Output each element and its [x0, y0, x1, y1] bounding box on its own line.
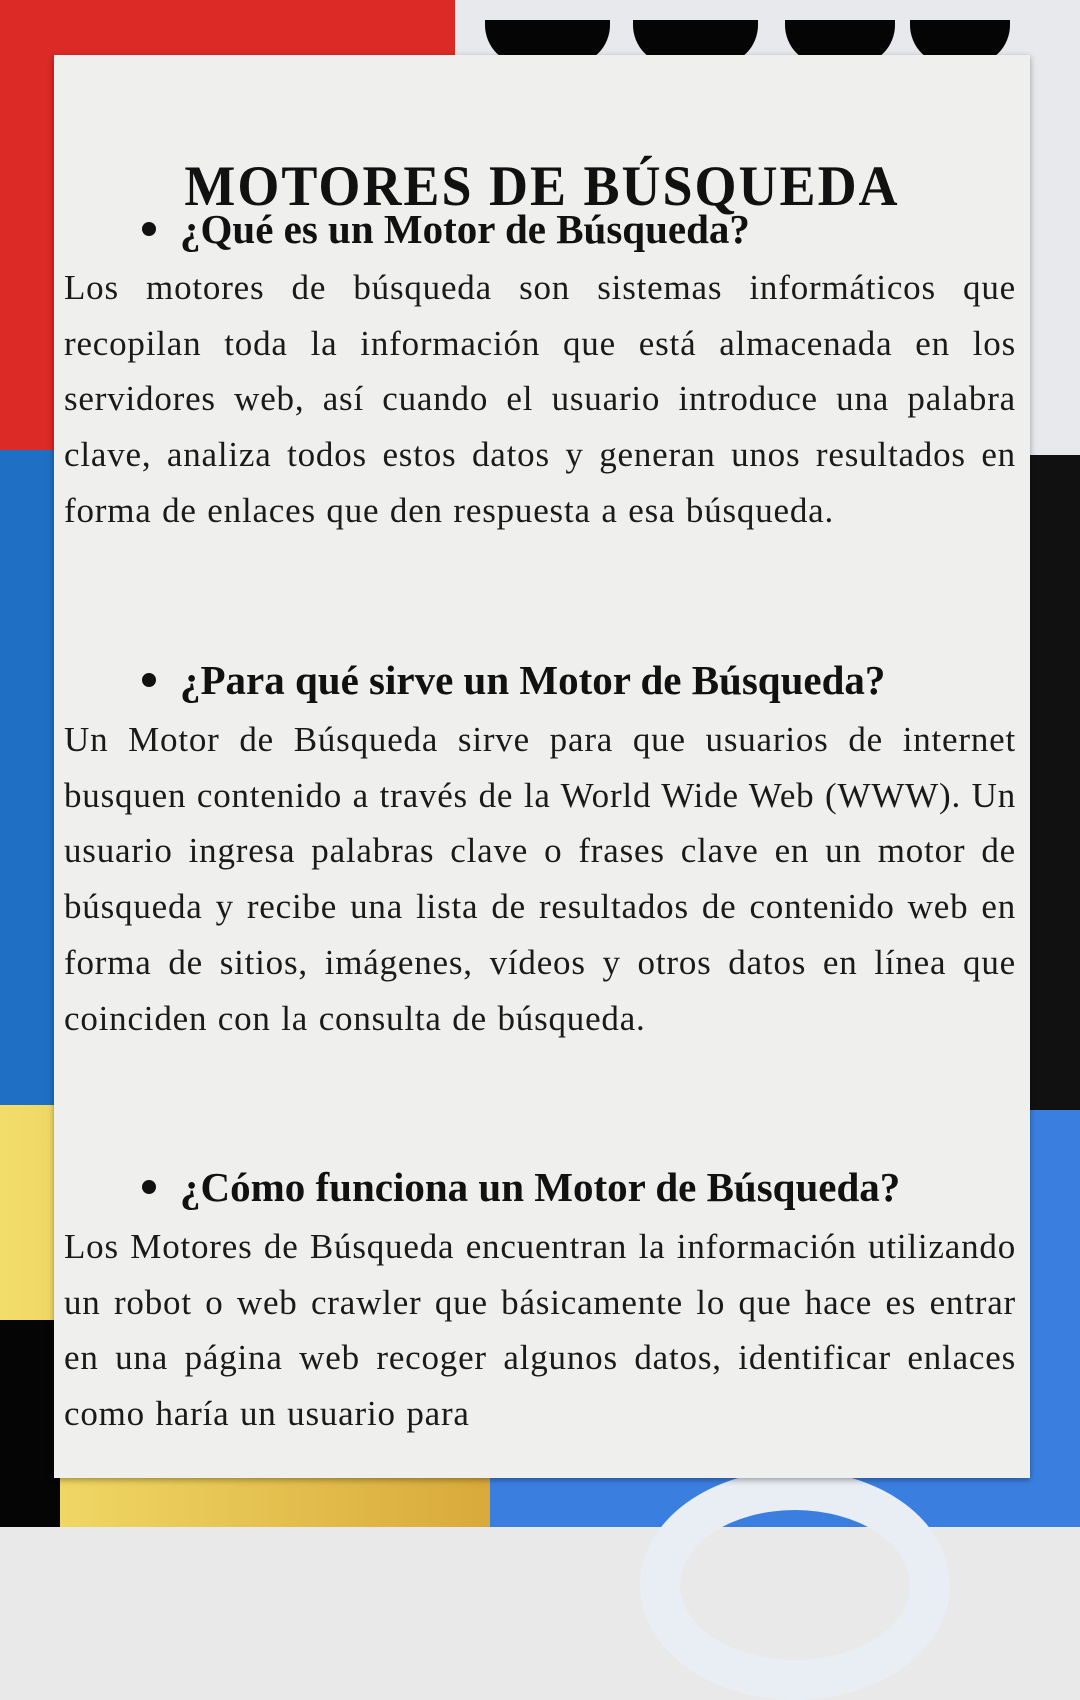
- heading-text: ¿Qué es un Motor de Búsqueda?: [180, 206, 750, 252]
- background-black-letters: [0, 1320, 60, 1527]
- section-heading-purpose: [142, 656, 885, 704]
- section-body-purpose: Un Motor de Búsqueda sirve para que usuarios de internet busquen contenido a través de la World Wide Web (WWW). Un usuario ingresa palabras clave o frases clave en un motor de búsqueda y recibe una lista de resultados de contenido web en forma de sitios, imágenes, vídeos y otros datos en línea que coinciden con la consulta de búsqueda.: [64, 720, 1016, 1038]
- section-heading-what: [142, 205, 750, 253]
- heading-text: ¿Cómo funciona un Motor de Búsqueda?: [180, 1164, 901, 1210]
- section-body-how: Los Motores de Búsqueda encuentran la información utilizando un robot o web crawler que básicamente lo que hace es entrar en una página web recoger algunos datos, identificar enlaces como haría un usuario para: [64, 1227, 1016, 1434]
- section-body-what: Los motores de búsqueda son sistemas informáticos que recopilan toda la información que está almacenada en los servidores web, así cuando el usuario introduce una palabra clave, analiza todos estos datos y generan unos resultados en forma de enlaces que den respuesta a esa búsqueda.: [64, 268, 1016, 530]
- heading-text: ¿Para qué sirve un Motor de Búsqueda?: [180, 657, 886, 703]
- bullet-icon: [142, 673, 156, 687]
- background-black-logo: [1025, 455, 1080, 1110]
- background-blue-logo: [0, 450, 60, 1110]
- bullet-icon: [142, 1180, 156, 1194]
- section-heading-how: [142, 1163, 900, 1211]
- background-circle-shape: [640, 1470, 950, 1700]
- page-title: MOTORES DE BÚSQUEDA: [184, 154, 900, 218]
- bullet-icon: [142, 222, 156, 236]
- paper-card: [54, 55, 1030, 1478]
